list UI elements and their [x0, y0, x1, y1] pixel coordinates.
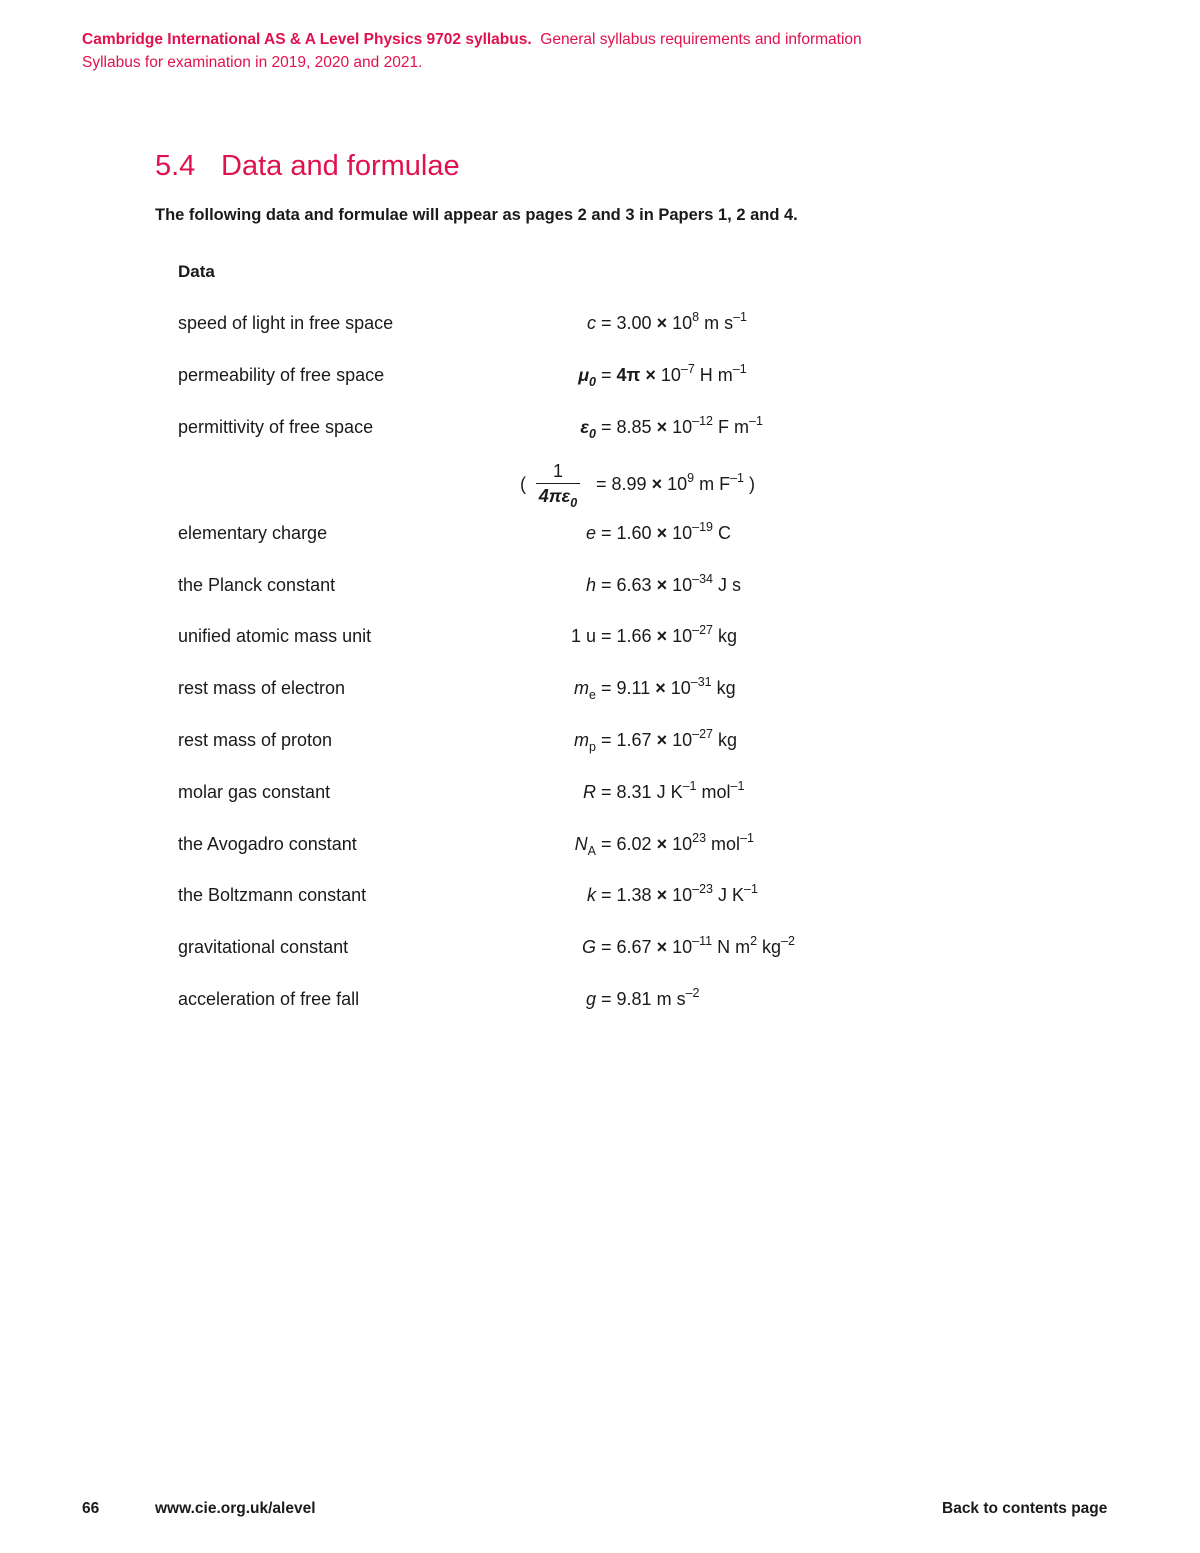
constant-unit: H m — [699, 365, 733, 385]
constant-row — [178, 675, 978, 708]
header-line-1 — [82, 28, 862, 51]
constant-label: molar gas constant — [178, 782, 331, 802]
constant-label: rest mass of proton — [178, 730, 333, 750]
constant-value: 1.67 — [616, 730, 652, 750]
constant-unit: J K — [656, 782, 683, 802]
constant-symbol: c — [587, 313, 596, 333]
coulomb-value: = $8.99 \times 10^9$ m $F^{-1}$ ) — [596, 471, 755, 494]
constant-row — [178, 727, 978, 760]
constant-symbol: g — [585, 989, 596, 1009]
constant-formula: $c = 3.00 \times 10^8$ m $s^{-1}$ — [563, 313, 747, 334]
constant-unit: kg — [718, 730, 738, 750]
constant-symbol: h — [585, 575, 596, 595]
website-link[interactable]: www.cie.org.uk/alevel — [155, 1500, 316, 1517]
constant-formula: $h = 6.63 \times 10^{-34}$ J s — [563, 575, 741, 596]
constant-label: elementary charge — [178, 523, 328, 543]
constant-symbol: $\mu_0$ — [578, 365, 596, 389]
constant-formula: $k = 1.38 \times 10^{-23}$ J $K^{-1}$ — [563, 885, 758, 906]
constant-unit: kg — [718, 626, 738, 646]
data-heading: Data — [178, 262, 215, 281]
constant-formula: $e = 1.60 \times 10^{-19}$ C — [563, 523, 731, 544]
constant-row — [178, 882, 978, 915]
constant-unit: F m — [718, 417, 749, 437]
constant-formula: g = 9.81 m $s^{-2}$ — [563, 989, 699, 1010]
section-number: 5.4 — [155, 150, 196, 182]
constant-formula: R = 8.31 J $K^{-1}$ mol$^{-1}$ — [563, 782, 744, 803]
page-header — [82, 28, 862, 74]
constant-unit: J K — [718, 885, 745, 905]
constant-value: 8.85 — [616, 417, 652, 437]
section-title: Data and formulae — [221, 150, 460, 182]
coulomb-fraction — [536, 460, 580, 508]
constant-row — [178, 831, 978, 864]
constant-label: unified atomic mass unit — [178, 626, 372, 646]
constant-row — [178, 520, 978, 553]
back-to-contents-link[interactable]: Back to contents page — [942, 1500, 1108, 1517]
constant-label: speed of light in free space — [178, 313, 394, 333]
constant-label: permittivity of free space — [178, 417, 374, 437]
constant-symbol: R — [583, 782, 596, 802]
constant-symbol: e — [585, 523, 596, 543]
constant-label: the Boltzmann constant — [178, 885, 367, 905]
constant-unit: m s — [704, 313, 734, 333]
syllabus-title: Cambridge International AS & A Level Physics 9702 syllabus. — [82, 31, 532, 48]
constant-formula: 1 $u = 1.66 \times 10^{-27}$ kg — [563, 626, 737, 647]
constant-unit: C — [718, 523, 731, 543]
open-paren: ( — [520, 474, 526, 494]
constant-formula: $N_A = 6.02 \times 10^{23}$ mol$^{-1}$ — [563, 834, 754, 855]
constant-value: 8.31 — [616, 782, 652, 802]
syllabus-subtitle: General syllabus requirements and information — [540, 31, 862, 48]
constant-formula: $m_p = 1.67 \times 10^{-27}$ kg — [563, 730, 737, 751]
constant-label: permeability of free space — [178, 365, 385, 385]
constant-label: rest mass of electron — [178, 678, 346, 698]
constant-row — [178, 362, 978, 395]
constant-label: gravitational constant — [178, 937, 349, 957]
constant-symbol: 1 u — [570, 626, 596, 646]
constant-formula: $G = 6.67 \times 10^{-11}$ N $m^2$ $kg^{-2}$ — [563, 937, 795, 958]
section-heading — [155, 150, 460, 183]
constant-formula: $\varepsilon_0 = 8.85 \times 10^{-12}$ F $m^{-1}$ — [563, 417, 763, 438]
intro-text: The following data and formulae will appear as pages 2 and 3 in Papers 1, 2 and 4. — [155, 206, 798, 224]
constant-value: 1.60 — [616, 523, 652, 543]
constant-row — [178, 572, 978, 605]
constant-label: acceleration of free fall — [178, 989, 360, 1009]
constant-unit: N m — [717, 937, 751, 957]
constant-row — [178, 623, 978, 656]
constant-symbol: $\varepsilon_0$ — [580, 417, 596, 441]
constant-symbol: $m_e$ — [574, 678, 596, 702]
constant-row — [178, 986, 978, 1019]
constant-row — [178, 779, 978, 812]
fraction-denominator: $4\pi\varepsilon_0$ — [538, 486, 578, 510]
page-number: 66 — [82, 1500, 100, 1517]
constant-formula: $\mu_0 = 4\pi \times 10^{-7}$ H $m^{-1}$ — [563, 365, 747, 386]
constant-symbol: $N_A$ — [574, 834, 596, 858]
constant-unit: J s — [718, 575, 742, 595]
fraction-numerator: 1 — [536, 460, 580, 484]
constant-value: 4π — [616, 365, 641, 385]
constant-unit: kg — [716, 678, 736, 698]
constant-value: 3.00 — [616, 313, 652, 333]
header-line-2: Syllabus for examination in 2019, 2020 and 2021. — [82, 54, 423, 71]
constant-row — [178, 310, 978, 343]
constant-value: 6.67 — [616, 937, 652, 957]
constant-symbol: k — [587, 885, 596, 905]
constant-value: 6.63 — [616, 575, 652, 595]
constant-symbol: G — [581, 937, 596, 957]
constant-unit: m s — [656, 989, 686, 1009]
constant-value: 9.11 — [616, 678, 651, 698]
constant-row — [178, 414, 978, 447]
constant-formula: $m_e = 9.11 \times 10^{-31}$ kg — [563, 678, 736, 699]
constant-value: 6.02 — [616, 834, 652, 854]
constant-label: the Planck constant — [178, 575, 336, 595]
constant-value: 1.38 — [616, 885, 652, 905]
constant-row — [178, 934, 978, 967]
constant-value: 9.81 — [616, 989, 652, 1009]
constant-value: 1.66 — [616, 626, 652, 646]
constant-unit: mol — [711, 834, 741, 854]
constant-symbol: $m_p$ — [574, 730, 596, 754]
constant-label: the Avogadro constant — [178, 834, 357, 854]
